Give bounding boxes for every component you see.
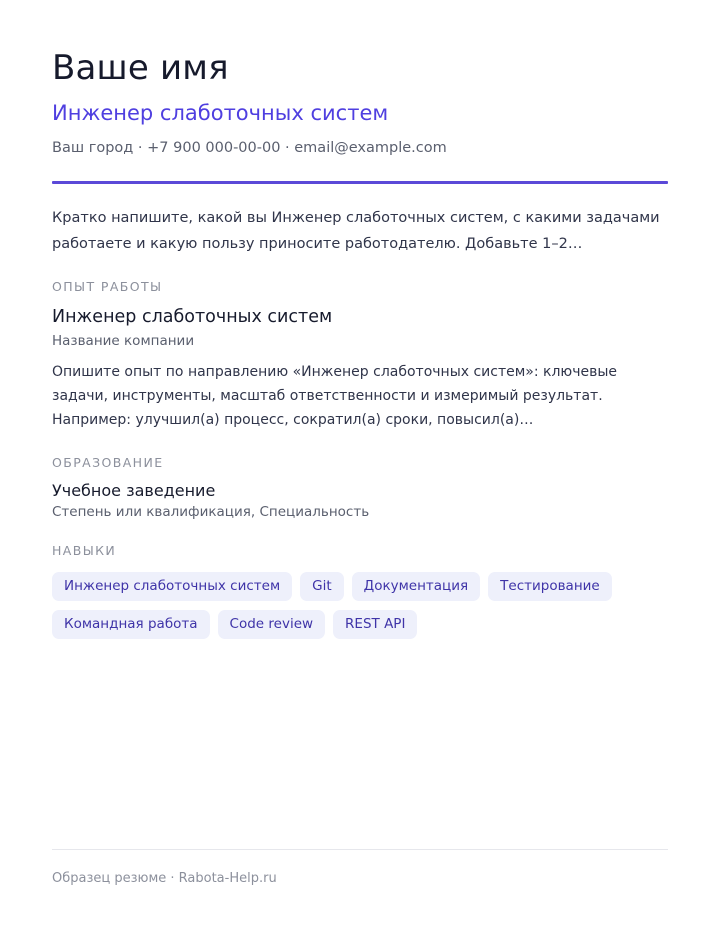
education-section-title: ОБРАЗОВАНИЕ xyxy=(52,455,164,470)
skill-chip: Инженер слаботочных систем xyxy=(52,572,292,601)
skill-chip: Командная работа xyxy=(52,610,210,639)
experience-section-title: ОПЫТ РАБОТЫ xyxy=(52,279,163,294)
job-title: Инженер слаботочных систем xyxy=(52,307,333,327)
candidate-name: Ваше имя xyxy=(52,48,229,88)
skill-chip: Документация xyxy=(352,572,481,601)
candidate-role: Инженер слаботочных систем xyxy=(52,101,389,125)
skills-list xyxy=(52,572,612,639)
education-institution: Учебное заведение xyxy=(52,481,216,500)
footer-text: Образец резюме · Rabota-Help.ru xyxy=(52,871,277,886)
skill-chip: Тестирование xyxy=(488,572,612,601)
contact-line: Ваш город · +7 900 000-00-00 · email@example.com xyxy=(52,140,447,156)
header-divider xyxy=(52,181,668,184)
skills-section-title: НАВЫКИ xyxy=(52,543,117,558)
company-name: Название компании xyxy=(52,333,195,349)
summary-text: Кратко напишите, какой вы Инженер слаботочных систем, с какими задачами работаете и какую пользу приносите работодателю. Добавьте 1–2… xyxy=(52,210,660,252)
footer xyxy=(52,849,668,888)
job-description: Опишите опыт по направлению «Инженер слаботочных систем»: ключевые задачи, инструменты, масштаб ответственности и измеримый результат. Например: улучшил(а) процесс, сократил(а) сроки, повысил(а)… xyxy=(52,364,618,428)
skill-chip: Git xyxy=(300,572,344,601)
skill-chip: REST API xyxy=(333,610,417,639)
skill-chip: Code review xyxy=(218,610,326,639)
education-degree: Степень или квалификация, Специальность xyxy=(52,504,370,520)
